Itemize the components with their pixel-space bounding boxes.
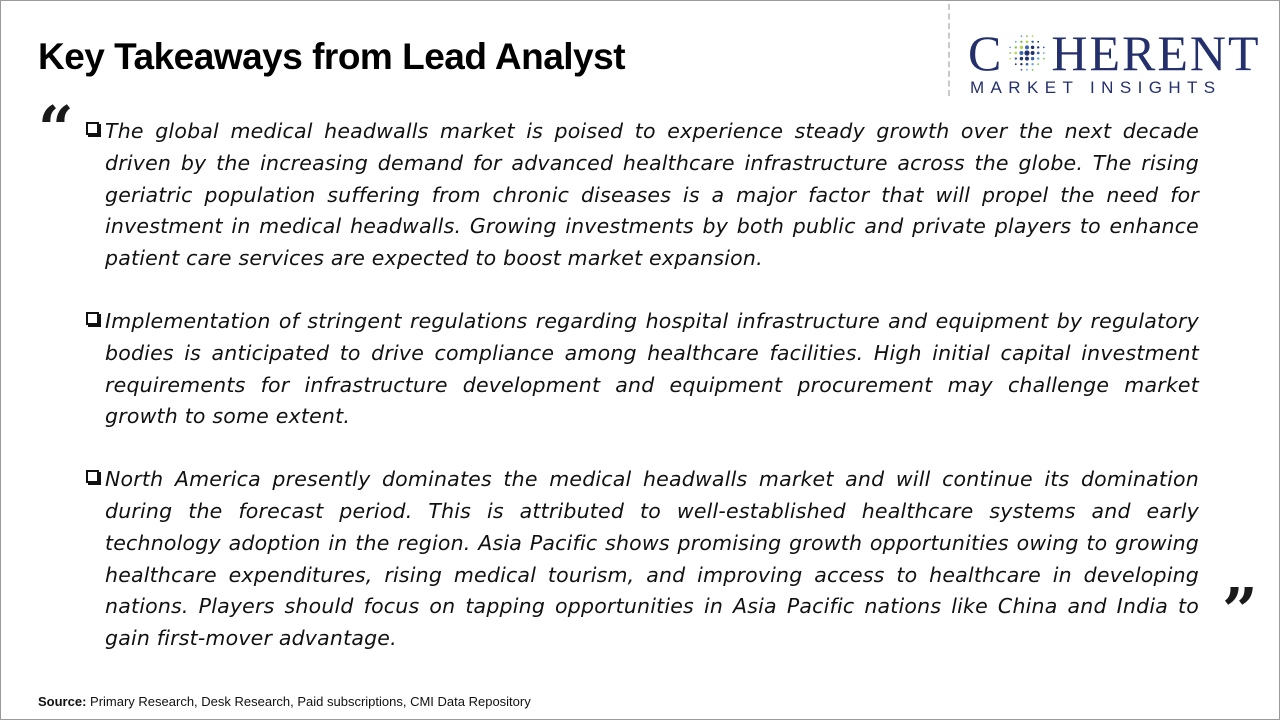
logo-dot [1010,52,1012,54]
logo-dot [1038,63,1040,65]
source-text: Primary Research, Desk Research, Paid subscriptions, CMI Data Repository [86,694,531,709]
logo-dot [1026,35,1028,37]
logo-dot [1021,63,1023,65]
logo-dot [1025,45,1029,49]
open-quote-icon: “ [38,92,74,165]
logo-dot [1037,57,1039,59]
logo-dot [1025,50,1030,55]
source-note [38,694,531,709]
logo-dot [1021,35,1023,37]
logo-dot [1032,69,1034,71]
logo-dot [1038,41,1040,43]
takeaway-item [84,306,1199,433]
logo-dot [1031,46,1034,49]
takeaway-text: North America presently dominates the medical headwalls market and will continue its domination during the forecast period. This is attributed to well-established healthcare systems and early technology adoption in the region. Asia Pacific shows promising growth opportunities owing to growing healthcare expenditures, rising medical tourism, and improving access to healthcare in developing nations. Players should focus on tapping opportunities in Asia Pacific nations like China and India to gain first-mover advantage. [105,467,1199,651]
company-logo [966,26,1266,102]
logo-dot [1015,46,1017,48]
logo-tagline: MARKET INSIGHTS [970,78,1222,97]
logo-dot [1026,40,1029,43]
takeaway-text: The global medical headwalls market is poised to experience steady growth over the next decade driven by the increasing demand for advanced healthcare infrastructure across the globe. The rising geriatric population suffering from chronic diseases is a major factor that will propel the need for investment in medical headwalls. Growing investments by both public and private players to enhance patient care services are expected to boost market expansion. [105,119,1199,271]
logo-dot [1026,69,1028,71]
logo-dot [1015,52,1018,55]
logo-dot [1015,63,1017,65]
close-quote-icon: ” [1222,574,1258,647]
checkbox-bullet-icon [86,312,99,325]
checkbox-bullet-icon [86,470,99,483]
logo-dot [1032,41,1034,43]
logo-dot [1015,57,1017,59]
takeaways-list [84,116,1199,686]
logo-dot [1010,58,1012,60]
page-title: Key Takeaways from Lead Analyst [38,36,626,77]
globe-dots-icon [1005,31,1049,75]
logo-dot [1021,69,1023,71]
logo-dot [1032,63,1034,65]
logo-dot [1015,41,1017,43]
logo-letters-rest: HERENT [1051,25,1261,81]
logo-dot [1010,47,1012,49]
takeaway-item [84,464,1199,655]
logo-dot [1025,57,1029,61]
logo-dot [1020,46,1023,49]
logo-divider [948,4,950,96]
logo-dot [1020,57,1023,60]
logo-dot [1043,58,1045,60]
logo-dot [1026,63,1029,66]
logo-dot [1020,51,1024,55]
logo-wordmark [968,26,1261,80]
checkbox-bullet-icon [86,122,99,135]
source-label: Source: [38,694,87,709]
logo-dot [1032,35,1034,37]
logo-dot [1037,46,1039,48]
logo-dot [1043,47,1045,49]
takeaway-text: Implementation of stringent regulations regarding hospital infrastructure and equipment by regulatory bodies is anticipated to drive compliance among healthcare facilities. High initial capital investment requirements for infrastructure development and equipment procurement may challenge market growth to some extent. [105,308,1199,429]
takeaway-item [84,116,1199,275]
logo-dot [1031,51,1035,55]
logo-dot [1021,41,1023,43]
logo-dot [1037,52,1040,55]
logo-dot [1031,57,1034,60]
logo-letter-c: C [968,25,1004,81]
logo-dot [1043,52,1045,54]
